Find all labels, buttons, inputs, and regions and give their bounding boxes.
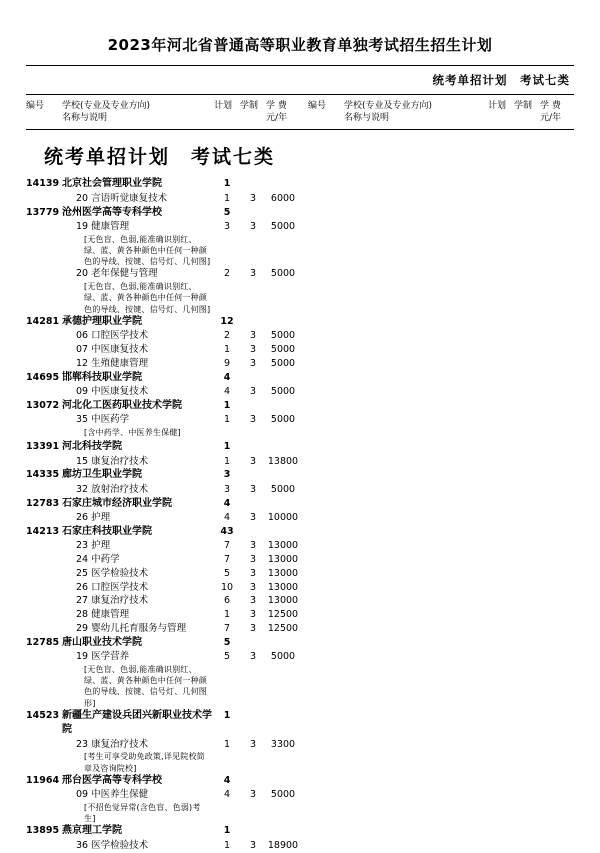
row-name: 承德护理职业学院 <box>62 315 142 327</box>
major-row <box>26 267 300 281</box>
row-years: 3 <box>249 581 257 593</box>
note-row <box>26 234 300 268</box>
major-row <box>26 220 300 234</box>
major-row <box>26 455 300 469</box>
row-fee: 5000 <box>270 386 296 397</box>
row-years: 3 <box>249 554 257 566</box>
row-plan: 5 <box>223 206 231 218</box>
row-plan: 6 <box>223 595 231 607</box>
row-name: 15 康复治疗技术 <box>76 455 149 467</box>
row-plan: 1 <box>223 609 231 621</box>
row-code: 14281 <box>26 315 60 327</box>
row-years: 3 <box>249 512 257 524</box>
school-row <box>26 468 300 483</box>
row-fee: 12500 <box>267 609 299 621</box>
school-row <box>26 399 300 414</box>
row-plan: 1 <box>223 192 231 204</box>
row-years: 3 <box>249 651 257 663</box>
major-row <box>26 343 300 357</box>
row-years: 3 <box>249 455 257 467</box>
row-name: 24 中药学 <box>76 554 120 566</box>
row-plan: 1 <box>223 343 231 355</box>
major-row <box>26 511 300 525</box>
row-years: 3 <box>249 595 257 607</box>
major-row <box>26 567 300 581</box>
major-row <box>26 738 300 752</box>
row-name: 36 医学检验技术 <box>76 839 149 851</box>
major-row <box>26 357 300 371</box>
row-name: 25 医学检验技术 <box>76 567 149 579</box>
major-row <box>26 788 300 802</box>
header-fee-line1: 学 费 <box>266 101 287 111</box>
header-code: 编号 <box>26 101 45 111</box>
header-name-right-line2: 名称与说明 <box>344 113 390 124</box>
major-row <box>26 581 300 595</box>
note-row <box>26 427 300 440</box>
note-row <box>26 802 300 824</box>
row-plan: 4 <box>223 371 231 383</box>
header-years: 学制 <box>240 101 259 111</box>
row-years: 3 <box>249 386 257 397</box>
column-headers-right <box>300 100 574 124</box>
header-name-line2: 名称与说明 <box>62 113 108 124</box>
row-name: 28 健康管理 <box>76 609 130 621</box>
row-years: 3 <box>249 343 257 355</box>
row-name: 北京社会管理职业学院 <box>62 178 162 190</box>
row-years: 3 <box>249 738 257 750</box>
major-row <box>26 385 300 399</box>
row-years: 3 <box>249 839 257 851</box>
row-name: 32 放射治疗技术 <box>76 483 149 495</box>
row-years: 3 <box>249 567 257 579</box>
row-plan: 3 <box>223 483 231 495</box>
header-fee <box>266 100 300 124</box>
row-fee: 13000 <box>267 567 299 579</box>
major-row <box>26 413 300 427</box>
row-plan: 1 <box>223 839 231 851</box>
row-plan: 10 <box>220 581 234 593</box>
row-fee: 5000 <box>270 357 296 369</box>
row-name: [无色盲、色弱,能准确识别红、绿、蓝、黄各种颜色中任何一种颜色的导线、按键、信号灯、几何图] <box>84 282 211 314</box>
row-fee: 5000 <box>270 343 296 355</box>
row-plan: 4 <box>223 386 231 397</box>
row-name: 19 医学营养 <box>76 651 130 663</box>
header-fee-right <box>540 100 574 124</box>
row-fee: 13800 <box>267 455 299 467</box>
row-name: 沧州医学高等专科学校 <box>62 206 162 218</box>
major-row <box>26 329 300 343</box>
row-name: 26 口腔医学技术 <box>76 581 149 593</box>
row-name: 35 中医药学 <box>76 414 130 426</box>
header-plan: 计划 <box>214 101 233 111</box>
listing-columns <box>26 177 574 852</box>
row-years: 3 <box>249 483 257 495</box>
row-plan: 3 <box>223 469 231 481</box>
major-row <box>26 553 300 567</box>
school-row <box>26 206 300 221</box>
row-plan: 4 <box>223 497 231 509</box>
row-fee: 12500 <box>267 622 299 634</box>
row-name: 石家庄城市经济职业学院 <box>62 497 172 509</box>
row-name: 邢台医学高等专科学校 <box>62 774 162 786</box>
row-plan: 1 <box>223 441 231 453</box>
major-row <box>26 539 300 553</box>
row-fee: 13000 <box>267 554 299 566</box>
row-fee: 13000 <box>267 581 299 593</box>
row-name: 邯郸科技职业学院 <box>62 371 142 383</box>
row-name: 燕京理工学院 <box>62 825 122 837</box>
row-name: 河北化工医药职业技术学院 <box>62 399 182 411</box>
header-plan-right: 计划 <box>488 101 507 111</box>
major-row <box>26 192 300 206</box>
row-years: 3 <box>249 330 257 342</box>
row-code: 13895 <box>26 825 60 837</box>
row-fee: 5000 <box>270 789 296 801</box>
row-plan: 1 <box>223 738 231 750</box>
row-plan: 1 <box>223 399 231 411</box>
row-years: 3 <box>249 221 257 233</box>
row-plan: 7 <box>223 554 231 566</box>
row-code: 12783 <box>26 497 60 509</box>
row-code: 14213 <box>26 525 60 537</box>
row-plan: 43 <box>220 525 234 537</box>
row-plan: 5 <box>223 567 231 579</box>
row-name: 06 口腔医学技术 <box>76 330 149 342</box>
row-fee: 5000 <box>270 268 296 280</box>
page-title: 2023年河北省普通高等职业教育单独考试招生招生计划 <box>107 36 493 54</box>
row-plan: 2 <box>223 330 231 342</box>
row-name: 29 婴幼儿托育服务与管理 <box>76 622 187 634</box>
row-plan: 1 <box>223 825 231 837</box>
section-title: 统考单招计划 考试七类 <box>44 146 276 169</box>
row-name: 廊坊卫生职业学院 <box>62 469 142 481</box>
school-row <box>26 177 300 192</box>
row-fee: 6000 <box>270 192 296 204</box>
row-plan: 1 <box>223 455 231 467</box>
row-name: [考生可享受助免政策,详见院校简章及咨询院校] <box>84 752 205 773</box>
row-fee: 5000 <box>270 651 296 663</box>
row-fee: 10000 <box>267 512 299 524</box>
header-code-right: 编号 <box>308 101 327 111</box>
row-years: 3 <box>249 192 257 204</box>
row-plan: 7 <box>223 540 231 552</box>
row-fee: 5000 <box>270 330 296 342</box>
row-plan: 4 <box>223 774 231 786</box>
column-headers-left <box>26 100 300 124</box>
row-fee: 5000 <box>270 483 296 495</box>
row-years: 3 <box>249 609 257 621</box>
row-years: 3 <box>249 789 257 801</box>
row-years: 3 <box>249 414 257 426</box>
major-row <box>26 483 300 497</box>
row-fee: 18900 <box>267 839 299 851</box>
major-row <box>26 622 300 636</box>
row-plan: 5 <box>223 636 231 648</box>
row-name: 27 康复治疗技术 <box>76 595 149 607</box>
note-row <box>26 281 300 315</box>
school-row <box>26 774 300 789</box>
row-fee: 5000 <box>270 414 296 426</box>
row-code: 14139 <box>26 178 60 190</box>
running-head: 统考单招计划 考试七类 <box>432 73 570 87</box>
row-code: 13391 <box>26 441 60 453</box>
row-plan: 4 <box>223 512 231 524</box>
row-code: 11964 <box>26 774 60 786</box>
school-row <box>26 497 300 512</box>
row-name: 河北科技学院 <box>62 441 122 453</box>
row-name: 12 生殖健康管理 <box>76 357 149 369</box>
row-name: [不招色觉异常(含色盲、色弱)考生] <box>84 803 201 824</box>
row-code: 12785 <box>26 636 60 648</box>
row-name: 23 护理 <box>76 540 111 552</box>
major-row <box>26 608 300 622</box>
header-fee-right-line1: 学 费 <box>540 101 561 111</box>
row-name: 23 康复治疗技术 <box>76 738 149 750</box>
row-plan: 4 <box>223 789 231 801</box>
listing-column-left <box>26 177 300 852</box>
row-years: 3 <box>249 268 257 280</box>
row-plan: 3 <box>223 221 231 233</box>
row-code: 13779 <box>26 206 60 218</box>
row-name: [无色盲、色弱,能准确识别红、绿、蓝、黄各种颜色中任何一种颜色的导线、按键、信号灯、几何图] <box>84 234 211 267</box>
row-name: [含中药学、中医养生保健] <box>84 428 181 438</box>
row-code: 14523 <box>26 709 60 721</box>
row-fee: 13000 <box>267 540 299 552</box>
row-name: 石家庄科技职业学院 <box>62 525 152 537</box>
note-row <box>26 751 300 773</box>
row-years: 3 <box>249 622 257 634</box>
column-headers <box>26 95 574 129</box>
row-name: 20 言语听觉康复技术 <box>76 192 168 204</box>
row-name: 新疆生产建设兵团兴新职业技术学院 <box>62 709 212 736</box>
row-name: 20 老年保健与管理 <box>76 268 158 280</box>
header-years-right: 学制 <box>514 101 533 111</box>
header-name <box>62 100 214 124</box>
row-plan: 1 <box>223 709 231 721</box>
major-row <box>26 650 300 664</box>
row-plan: 2 <box>223 268 231 280</box>
row-name: 19 健康管理 <box>76 221 130 233</box>
row-fee: 5000 <box>270 221 296 233</box>
header-name-line1: 学校(专业及专业方向) <box>62 101 151 111</box>
row-plan: 7 <box>223 622 231 634</box>
row-name: 09 中医养生保健 <box>76 789 149 801</box>
school-row <box>26 824 300 839</box>
row-code: 14335 <box>26 469 60 481</box>
header-fee-right-line2: 元/年 <box>540 113 562 124</box>
row-plan: 9 <box>223 357 231 369</box>
row-name: 09 中医康复技术 <box>76 386 149 397</box>
row-name: [无色盲、色弱,能准确识别红、绿、蓝、黄各种颜色中任何一种颜色的导线、按键、信号灯、几何图形] <box>84 664 207 708</box>
school-row <box>26 315 300 330</box>
school-row <box>26 371 300 386</box>
header-name-right <box>344 100 488 124</box>
row-code: 13072 <box>26 399 60 411</box>
major-row <box>26 594 300 608</box>
school-row <box>26 525 300 540</box>
school-row <box>26 440 300 455</box>
row-name: 唐山职业技术学院 <box>62 636 142 648</box>
row-plan: 12 <box>220 315 234 327</box>
listing-column-right <box>300 177 574 852</box>
row-name: 26 护理 <box>76 512 111 524</box>
row-years: 3 <box>249 540 257 552</box>
row-plan: 1 <box>223 414 231 426</box>
row-fee: 13000 <box>267 595 299 607</box>
row-plan: 5 <box>223 651 231 663</box>
row-name: 07 中医康复技术 <box>76 343 149 355</box>
school-row <box>26 636 300 651</box>
header-fee-line2: 元/年 <box>266 113 288 124</box>
note-row <box>26 664 300 709</box>
major-row <box>26 839 300 853</box>
row-years: 3 <box>249 357 257 369</box>
row-code: 14695 <box>26 371 60 383</box>
header-name-right-line1: 学校(专业及专业方向) <box>344 101 433 111</box>
row-fee: 3300 <box>270 738 296 750</box>
row-plan: 1 <box>223 178 231 190</box>
school-row <box>26 709 300 738</box>
